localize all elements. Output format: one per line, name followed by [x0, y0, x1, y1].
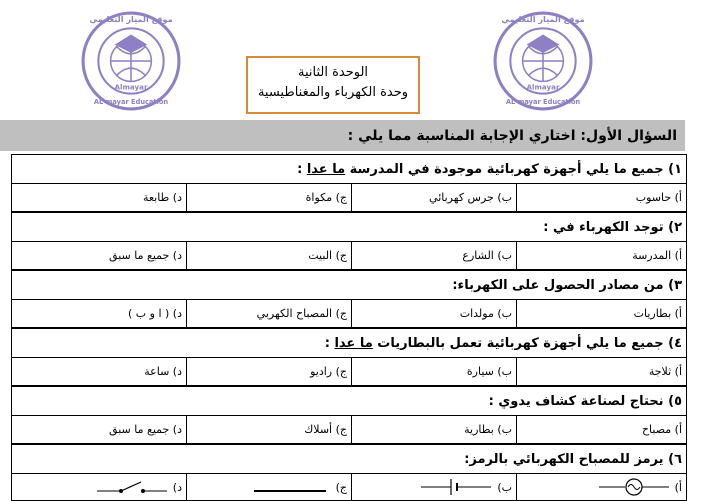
option-d[interactable]: د) جميع ما سبق: [109, 249, 182, 262]
question-3: [11, 270, 687, 299]
options-row-4: [11, 357, 687, 386]
logo-stamp-caption: AL mayar Education: [505, 97, 581, 106]
option-c[interactable]: ج) أسلاك: [186, 416, 351, 443]
option-a[interactable]: أ) المدرسة: [516, 242, 686, 269]
wire-icon: [250, 477, 330, 497]
question-emphasis: ما عدا: [306, 162, 346, 177]
question-number: ٤): [668, 336, 682, 351]
options-row-1: [11, 183, 687, 212]
question-text: جميع ما يلي أجهزة كهربائية تعمل بالبطاريات: [377, 336, 664, 351]
logo-stamp-text: موقع الميار التعليمي: [501, 14, 585, 25]
question-text: من مصادر الحصول على الكهرباء:: [452, 278, 664, 293]
option-d[interactable]: د) ( ا و ب ): [128, 307, 182, 320]
option-a[interactable]: أ): [516, 474, 686, 500]
options-row-5: [11, 415, 687, 444]
logo-stamp-brand: Almayar: [114, 82, 148, 92]
option-b[interactable]: ب) بطارية: [351, 416, 516, 443]
switch-icon: [97, 477, 167, 497]
question-number: ٦): [668, 452, 682, 467]
option-c[interactable]: ج) مكواة: [186, 184, 351, 211]
option-d[interactable]: د) طابعة: [142, 191, 182, 204]
options-row-6: [11, 473, 687, 501]
question-2: [11, 212, 687, 241]
option-d[interactable]: د): [12, 474, 186, 500]
question-text: نحتاج لصناعة كشاف يدوي :: [488, 394, 664, 409]
logo-stamp-left: [80, 10, 182, 112]
question-number: ١): [668, 162, 682, 177]
question-4: [11, 328, 687, 357]
option-b[interactable]: ب) سيارة: [351, 358, 516, 385]
option-a[interactable]: أ) مصباح: [516, 416, 686, 443]
question-5: [11, 386, 687, 415]
option-b[interactable]: ب): [351, 474, 516, 500]
unit-title-box: [246, 56, 420, 114]
option-c[interactable]: ج): [186, 474, 351, 500]
option-d[interactable]: د) ساعة: [144, 365, 182, 378]
option-a[interactable]: أ) ثلاجة: [516, 358, 686, 385]
option-a[interactable]: أ) بطاريات: [516, 300, 686, 327]
question-6: [11, 444, 687, 473]
section-title: السؤال الأول: اختاري الإجابة المناسبة مما يلي :: [0, 120, 685, 151]
option-a[interactable]: أ) حاسوب: [516, 184, 686, 211]
question-text: جميع ما يلي أجهزة كهربائية موجودة في المدرسة: [349, 162, 664, 177]
question-number: ٣): [668, 278, 682, 293]
unit-subtitle: وحدة الكهرباء والمغناطيسية: [257, 85, 409, 100]
unit-title: الوحدة الثانية: [297, 65, 369, 80]
option-c[interactable]: ج) المصباح الكهربي: [186, 300, 351, 327]
question-text: توجد الكهرباء في :: [543, 220, 664, 235]
options-row-2: [11, 241, 687, 270]
question-1: [11, 154, 687, 183]
question-number: ٢): [668, 220, 682, 235]
logo-stamp-brand: Almayar: [526, 82, 560, 92]
option-b[interactable]: ب) مولدات: [351, 300, 516, 327]
option-b[interactable]: ب) الشارع: [351, 242, 516, 269]
logo-stamp-caption: AL mayar Education: [93, 97, 169, 106]
option-c[interactable]: ج) راديو: [186, 358, 351, 385]
question-number: ٥): [668, 394, 682, 409]
logo-stamp-text: موقع الميار التعليمي: [89, 14, 173, 25]
lamp-icon: [599, 477, 669, 497]
options-row-3: [11, 299, 687, 328]
option-c[interactable]: ج) البيت: [186, 242, 351, 269]
question-end: :: [297, 162, 307, 177]
question-end: :: [324, 336, 335, 351]
battery-icon: [421, 477, 491, 497]
question-text: يرمز للمصباح الكهربائي بالرمز:: [464, 452, 664, 467]
option-d[interactable]: د) جميع ما سبق: [109, 423, 182, 436]
question-emphasis: ما عدا: [334, 336, 373, 351]
option-b[interactable]: ب) جرس كهربائي: [351, 184, 516, 211]
logo-stamp-right: [492, 10, 594, 112]
